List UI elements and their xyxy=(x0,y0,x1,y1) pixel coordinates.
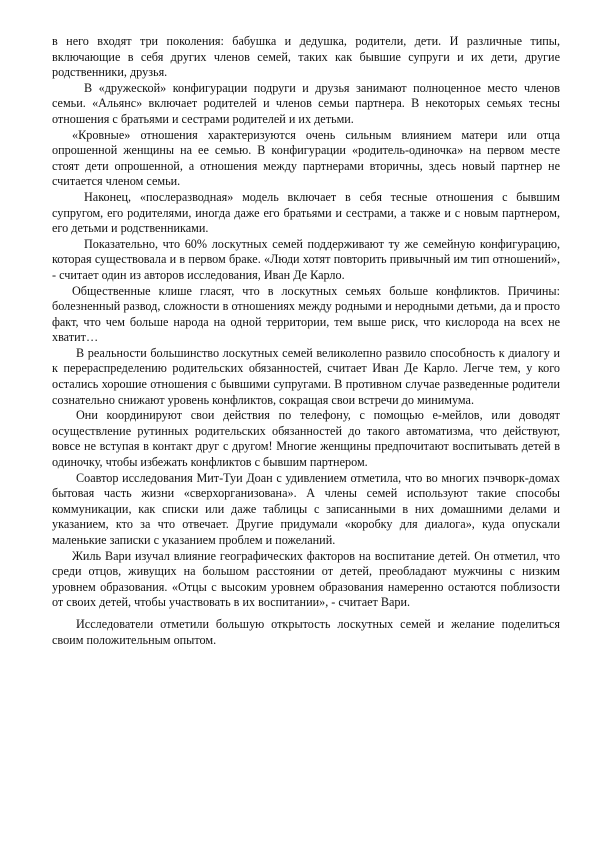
paragraph-sixty-percent: Показательно, что 60% лоскутных семей поддерживают ту же семейную конфигурацию, которая существовала и в первом браке. «Люди хотят повторить привычный им тип отношений», - считает один из авторов исследования, Иван Де Карло. xyxy=(52,236,560,282)
paragraph-social-cliches: Общественные клише гласят, что в лоскутных семьях больше конфликтов. Причины: болезненный развод, сложности в отношениях между родными и неродными детьми, да и просто факт, что чем больше народа на одной территории, тем выше риск, что кислорода на всех не хватит… xyxy=(52,283,560,345)
paragraph-dialogue-ability: В реальности большинство лоскутных семей великолепно развило способность к диалогу и к перераспределению родительских обязанностей, считает Иван Де Карло. Легче тем, у кого остались хорошие отношения с бывшими супругами. В противном случае разведенные родители сознательно снижают уровень конфликтов, сокращая свои встречи до минимума. xyxy=(52,345,560,407)
paragraph-geographic-factors: Жиль Вари изучал влияние географических факторов на воспитание детей. Он отметил, что среди отцов, живущих на большом расстоянии от детей, преобладают мужчины с низким уровнем образования. «Отцы с высоким уровнем образования намеренно остаются поблизости от своих детей, чтобы участвовать в их воспитании», - считает Вари. xyxy=(52,548,560,610)
paragraph-friendly-configuration: В «дружеской» конфигурации подруги и друзья занимают полноценное место членов семьи. «Альянс» включает родителей и членов семьи партнера. В некоторых семьях тесны отношения с братьями и сестрами родителей и их детьми. xyxy=(52,80,560,126)
paragraph-generations: в него входят три поколения: бабушка и дедушка, родители, дети. И различные типы, включающие в себя других членов семей, таких как бывшие супруги и их дети, другие родственники, друзья. xyxy=(52,34,560,80)
paragraph-post-divorce-model: Наконец, «послеразводная» модель включает в себя тесные отношения с бывшим супругом, его родителями, иногда даже его братьями и сестрами, а также и с новым партнером, его детьми и родственниками. xyxy=(52,189,560,236)
paragraph-over-organized: Соавтор исследования Мит-Туи Доан с удивлением отметила, что во многих пэчворк-домах бытовая часть жизни «сверхорганизована». А члены семей используют такие способы коммуникации, как списки или даже таблицы с записанными в них домашними делами и указанием, кто за что отвечает. Другие придумали «коробку для диалога», куда опускали маленькие записки с указанием проблем и пожеланий. xyxy=(52,470,560,547)
paragraph-openness: Исследователи отметили большую открытость лоскутных семей и желание поделиться своим положительным опытом. xyxy=(52,616,560,647)
paragraph-coordination: Они координируют свои действия по телефону, с помощью е-мейлов, или доводят осуществление рутинных родительских обязанностей до такого автоматизма, что действуют, вовсе не вступая в контакт друг с другом! Многие женщины предпочитают воспитывать детей в одиночку, чтобы избежать конфликтов с бывшим партнером. xyxy=(52,408,560,470)
document-page xyxy=(52,34,560,648)
paragraph-blood-relations: «Кровные» отношения характеризуются очень сильным влиянием матери или отца опрошенной женщины на ее семью. В конфигурации «родитель-одиночка» на первом месте стоят дети опрошенной, а отношения между партнерами вторичны, здесь новый партнер не считается членом семьи. xyxy=(52,127,560,189)
